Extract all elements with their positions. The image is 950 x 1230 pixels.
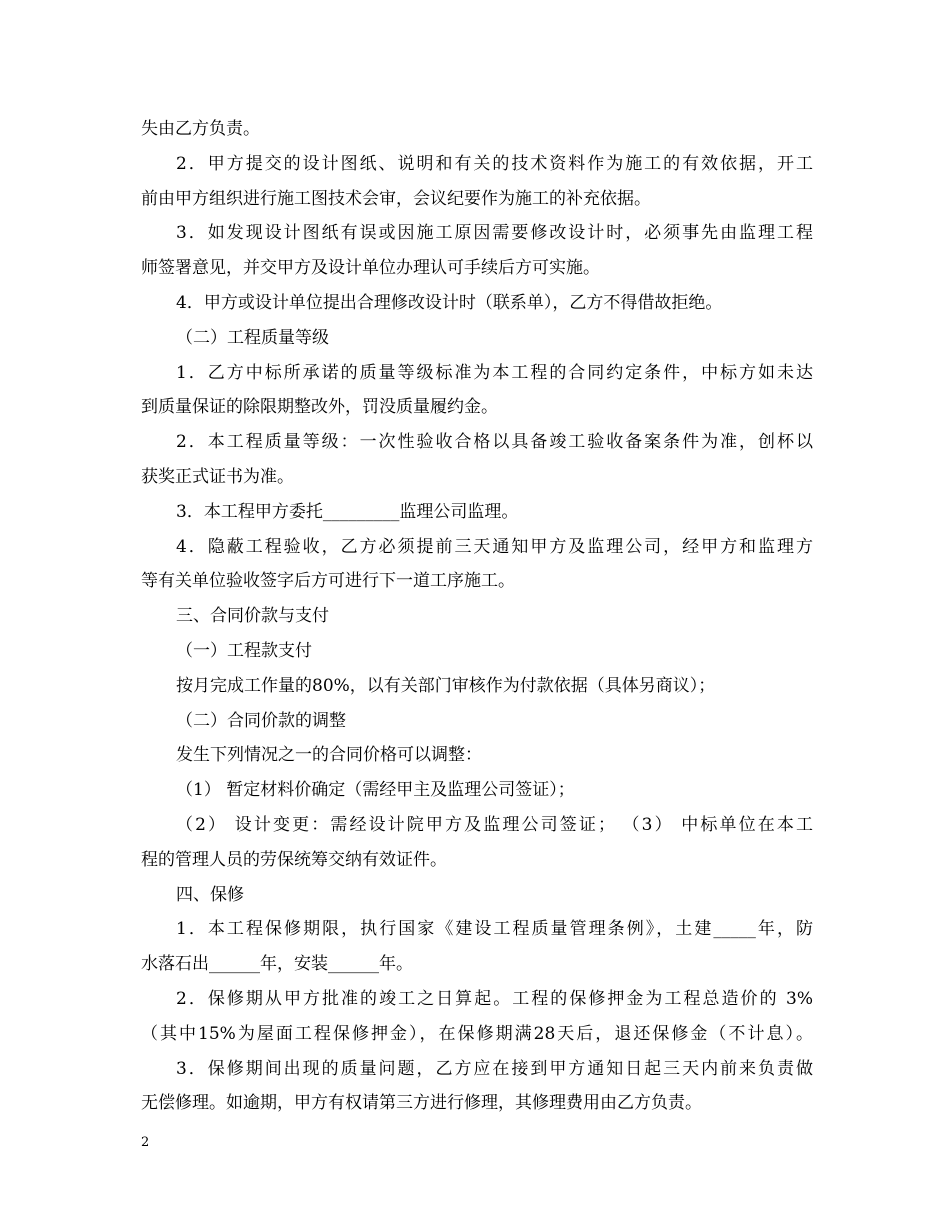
paragraph-line: 4．隐蔽工程验收，乙方必须提前三天通知甲方及监理公司，经甲方和监理方	[176, 536, 813, 557]
paragraph-line: 3．保修期间出现的质量问题，乙方应在接到甲方通知日起三天内前来负责做	[176, 1058, 813, 1079]
paragraph-line: 水落石出______年，安装______年。	[141, 954, 413, 975]
paragraph-line: 到质量保证的除限期整改外，罚没质量履约金。	[141, 397, 498, 418]
section-heading: （二）合同价款的调整	[176, 710, 346, 731]
section-heading: （二）工程质量等级	[176, 327, 329, 348]
paragraph-line: 1．本工程保修期限，执行国家《建设工程质量管理条例》，土建_____年，防	[176, 919, 813, 940]
paragraph-line: 3．如发现设计图纸有误或因施工原因需要修改设计时，必须事先由监理工程	[176, 223, 813, 244]
section-heading: 三、合同价款与支付	[176, 606, 329, 627]
paragraph-line: 师签署意见，并交甲方及设计单位办理认可手续后方可实施。	[141, 258, 600, 279]
paragraph-line: 发生下列情况之一的合同价格可以调整：	[176, 745, 482, 766]
paragraph-line: 失由乙方负责。	[141, 119, 260, 139]
paragraph-line: 等有关单位验收签字后方可进行下一道工序施工。	[141, 571, 515, 592]
paragraph-line: 4．甲方或设计单位提出合理修改设计时（联系单），乙方不得借故拒绝。	[176, 292, 723, 313]
paragraph-line: 按月完成工作量的80%，以有关部门审核作为付款依据（具体另商议）；	[176, 675, 716, 696]
paragraph-line: 1．乙方中标所承诺的质量等级标准为本工程的合同约定条件，中标方如未达	[176, 362, 813, 383]
document-body	[141, 112, 813, 1121]
paragraph-line: 前由甲方组织进行施工图技术会审，会议纪要作为施工的补充依据。	[141, 188, 651, 209]
paragraph-line: （其中15%为屋面工程保修押金），在保修期满28天后，退还保修金（不计息）。	[141, 1023, 813, 1044]
paragraph-line: 获奖正式证书为准。	[141, 466, 294, 487]
paragraph-line: 2．甲方提交的设计图纸、说明和有关的技术资料作为施工的有效依据，开工	[176, 153, 813, 174]
paragraph-line: 程的管理人员的劳保统筹交纳有效证件。	[141, 849, 447, 870]
paragraph-line: 3．本工程甲方委托_________监理公司监理。	[176, 501, 519, 522]
section-heading: 四、保修	[176, 884, 244, 905]
section-heading: （一）工程款支付	[176, 640, 312, 661]
page-number: 2	[141, 1135, 150, 1150]
list-item: （1） 暂定材料价确定（需经甲主及监理公司签证）；	[176, 780, 575, 801]
paragraph-line: 2．保修期从甲方批准的竣工之日算起。工程的保修押金为工程总造价的 3%	[176, 988, 813, 1009]
list-item: （2） 设计变更：需经设计院甲方及监理公司签证； （3） 中标单位在本工	[176, 814, 813, 835]
paragraph-line: 2．本工程质量等级：一次性验收合格以具备竣工验收备案条件为准，创杯以	[176, 432, 813, 453]
paragraph-line: 无偿修理。如逾期，甲方有权请第三方进行修理，其修理费用由乙方负责。	[141, 1093, 702, 1114]
